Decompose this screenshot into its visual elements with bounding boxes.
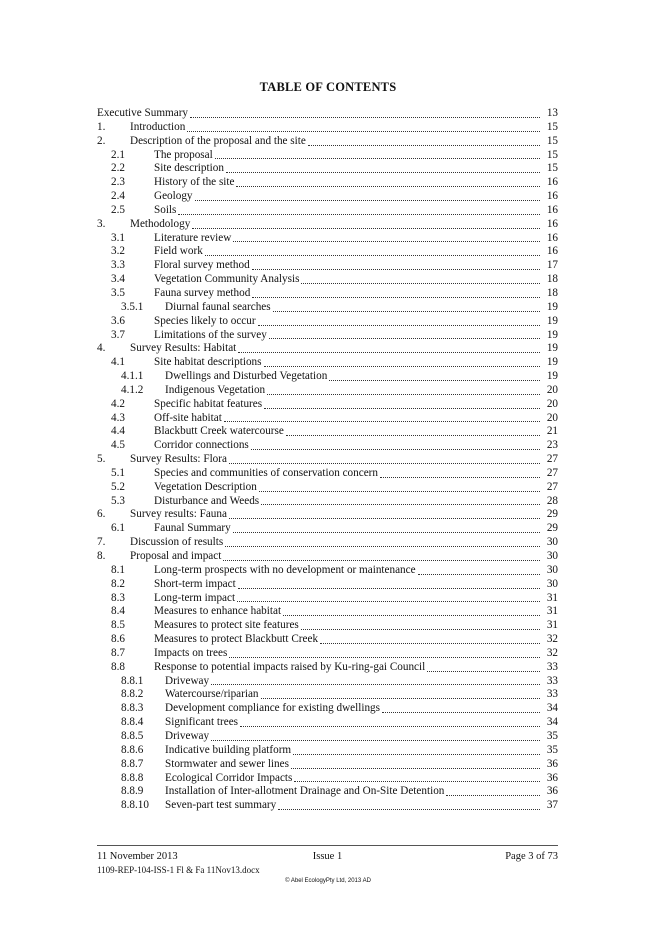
toc-entry-label: Discussion of results	[130, 536, 224, 549]
toc-entry-number: 6.1	[111, 522, 125, 535]
toc-dot-leader	[229, 454, 540, 464]
toc-entry[interactable]	[97, 273, 558, 287]
toc-entry-page: 20	[546, 411, 558, 424]
toc-dot-leader	[264, 399, 540, 409]
toc-entry[interactable]	[97, 453, 558, 467]
toc-entry-page: 27	[546, 453, 558, 466]
toc-dot-leader	[195, 191, 540, 201]
toc-dot-leader	[261, 689, 540, 699]
toc-dot-leader	[259, 482, 540, 492]
toc-entry-label: Response to potential impacts raised by Ku-ring-gai Council	[154, 660, 426, 673]
toc-entry-page: 34	[546, 702, 558, 715]
toc-entry-label: Methodology	[130, 217, 191, 230]
toc-dot-leader	[308, 136, 540, 146]
toc-entry-page: 18	[546, 286, 558, 299]
page-footer	[97, 851, 558, 877]
toc-entry-page: 13	[546, 107, 558, 119]
toc-entry-label: Measures to protect Blackbutt Creek	[154, 633, 319, 646]
toc-entry-page: 36	[546, 757, 558, 770]
toc-entry-number: 8.8.2	[121, 688, 144, 701]
toc-entry-label: Development compliance for existing dwellings	[165, 702, 380, 715]
toc-entry[interactable]	[97, 218, 558, 232]
toc-entry-number: 2.4	[111, 190, 125, 203]
toc-dot-leader	[269, 329, 540, 339]
toc-entry-page: 19	[546, 370, 558, 383]
toc-dot-leader	[283, 606, 540, 616]
toc-entry[interactable]	[97, 481, 558, 495]
toc-entry[interactable]	[97, 245, 558, 259]
toc-entry-number: 8.8.10	[121, 799, 149, 812]
toc-entry-label: Vegetation Description	[154, 480, 257, 493]
toc-entry-number: 8.8.9	[121, 785, 144, 798]
toc-entry-number: 5.3	[111, 494, 125, 507]
toc-entry-number: 5.1	[111, 466, 125, 479]
toc-entry-label: Measures to enhance habitat	[154, 605, 282, 618]
toc-entry[interactable]	[97, 758, 558, 772]
toc-entry-label: Indigenous Vegetation	[165, 383, 266, 396]
toc-entry-label: Field work	[154, 245, 203, 258]
toc-entry-label: Geology	[154, 190, 193, 203]
toc-entry-label: Proposal and impact	[130, 550, 222, 562]
toc-entry-label: Dwellings and Disturbed Vegetation	[165, 370, 328, 383]
toc-entry-label: Site description	[154, 162, 224, 175]
toc-entry[interactable]	[97, 661, 558, 675]
toc-entry-number: 8.8.7	[121, 757, 144, 770]
toc-dot-leader	[187, 122, 540, 132]
toc-entry-page: 37	[546, 799, 558, 812]
toc-dot-leader	[190, 108, 540, 118]
toc-entry-page: 19	[546, 342, 558, 355]
toc-entry-label: Driveway	[165, 674, 210, 687]
toc-entry-label: Fauna survey method	[154, 286, 251, 299]
toc-dot-leader	[286, 426, 540, 436]
toc-entry[interactable]	[97, 259, 558, 273]
toc-entry-page: 29	[546, 522, 558, 535]
toc-entry[interactable]	[97, 398, 558, 412]
toc-entry[interactable]	[97, 370, 558, 384]
toc-entry[interactable]	[97, 522, 558, 536]
toc-entry[interactable]	[97, 287, 558, 301]
toc-dot-leader	[252, 260, 540, 270]
toc-dot-leader	[205, 246, 540, 256]
toc-entry-number: 8.8.3	[121, 702, 144, 715]
toc-dot-leader	[225, 537, 540, 547]
toc-entry-number: 2.2	[111, 162, 125, 175]
toc-dot-leader	[320, 634, 540, 644]
toc-entry-page: 34	[546, 716, 558, 729]
toc-dot-leader	[236, 177, 540, 187]
toc-entry[interactable]	[97, 564, 558, 578]
toc-entry-label: Survey results: Fauna	[130, 508, 227, 521]
toc-entry-number: 3.5.1	[121, 300, 144, 313]
toc-entry[interactable]	[97, 730, 558, 744]
toc-entry-page: 30	[546, 550, 558, 562]
toc-dot-leader	[251, 440, 540, 450]
toc-dot-leader	[252, 288, 540, 298]
toc-entry-page: 27	[546, 466, 558, 479]
toc-entry-page: 18	[546, 273, 558, 286]
toc-entry-label: Ecological Corridor Impacts	[165, 771, 293, 784]
toc-entry-number: 7.	[97, 536, 106, 549]
footer-filename: 1109-REP-104-ISS-1 Fl & Fa 11Nov13.docx	[97, 865, 260, 875]
toc-entry-label: Significant trees	[165, 716, 239, 729]
toc-dot-leader	[427, 662, 540, 672]
toc-entry-page: 16	[546, 190, 558, 203]
toc-entry-page: 16	[546, 231, 558, 244]
toc-entry[interactable]	[97, 329, 558, 343]
toc-entry-page: 35	[546, 729, 558, 742]
toc-entry[interactable]	[97, 592, 558, 606]
toc-entry-page: 15	[546, 162, 558, 175]
toc-entry-number: 8.8.6	[121, 743, 144, 756]
toc-dot-leader	[229, 648, 540, 658]
toc-entry-page: 19	[546, 314, 558, 327]
toc-entry-label: Seven-part test summary	[165, 799, 277, 812]
toc-entry[interactable]	[97, 785, 558, 799]
toc-entry[interactable]	[97, 550, 558, 564]
toc-entry[interactable]	[97, 578, 558, 592]
toc-entry-number: 8.	[97, 550, 106, 562]
toc-entry-number: 8.8.4	[121, 716, 144, 729]
toc-dot-leader	[237, 592, 540, 602]
toc-dot-leader	[418, 565, 540, 575]
toc-entry-label: Faunal Summary	[154, 522, 231, 535]
toc-entry-page: 16	[546, 245, 558, 258]
toc-dot-leader	[178, 205, 540, 215]
toc-entry-number: 2.3	[111, 176, 125, 189]
toc-entry[interactable]	[97, 162, 558, 176]
toc-entry[interactable]	[97, 190, 558, 204]
toc-entry-label: Indicative building platform	[165, 743, 292, 756]
toc-entry-number: 8.8.1	[121, 674, 144, 687]
toc-entry-label: Driveway	[165, 729, 210, 742]
footer-date: 11 November 2013	[97, 851, 178, 862]
toc-entry[interactable]	[97, 439, 558, 453]
toc-entry-label: Site habitat descriptions	[154, 356, 262, 369]
toc-dot-leader	[301, 274, 540, 284]
toc-entry-label: Blackbutt Creek watercourse	[154, 425, 284, 438]
toc-dot-leader	[240, 717, 540, 727]
toc-entry[interactable]	[97, 647, 558, 661]
toc-dot-leader	[238, 343, 540, 353]
toc-entry-page: 33	[546, 688, 558, 701]
toc-entry-page: 20	[546, 383, 558, 396]
toc-entry-page: 33	[546, 674, 558, 687]
toc-entry-number: 3.5	[111, 286, 125, 299]
toc-entry-label: Description of the proposal and the site	[130, 134, 306, 147]
toc-dot-leader	[258, 316, 540, 326]
toc-entry-number: 8.4	[111, 605, 125, 618]
toc-entry-number: 3.1	[111, 231, 125, 244]
toc-entry-page: 17	[546, 259, 558, 272]
toc-entry-number: 6.	[97, 508, 106, 521]
toc-entry-page: 15	[546, 148, 558, 161]
table-of-contents	[97, 107, 558, 813]
toc-dot-leader	[446, 786, 540, 796]
toc-entry-label: Executive Summary	[97, 107, 189, 119]
toc-entry-number: 8.1	[111, 563, 125, 576]
toc-entry-page: 36	[546, 771, 558, 784]
toc-entry-label: Corridor connections	[154, 439, 249, 452]
toc-entry-label: Limitations of the survey	[154, 328, 267, 341]
toc-entry-label: Floral survey method	[154, 259, 250, 272]
toc-dot-leader	[233, 232, 540, 242]
toc-entry-label: Soils	[154, 203, 177, 216]
toc-entry[interactable]	[97, 412, 558, 426]
toc-dot-leader	[264, 357, 540, 367]
toc-entry-number: 4.4	[111, 425, 125, 438]
toc-entry-label: Short-term impact	[154, 577, 236, 590]
toc-entry-page: 19	[546, 328, 558, 341]
toc-dot-leader	[273, 302, 540, 312]
toc-entry-page: 21	[546, 425, 558, 438]
toc-dot-leader	[223, 551, 540, 561]
toc-entry-label: Introduction	[130, 120, 186, 133]
toc-entry-number: 3.4	[111, 273, 125, 286]
toc-entry[interactable]	[97, 149, 558, 163]
toc-entry-number: 4.5	[111, 439, 125, 452]
toc-entry-page: 16	[546, 203, 558, 216]
footer-divider	[97, 845, 558, 846]
toc-dot-leader	[211, 675, 540, 685]
toc-entry-label: Literature review	[154, 231, 232, 244]
toc-entry-page: 30	[546, 577, 558, 590]
toc-entry-label: Specific habitat features	[154, 397, 263, 410]
toc-entry-number: 3.2	[111, 245, 125, 258]
toc-entry-page: 15	[546, 134, 558, 147]
toc-entry-number: 8.6	[111, 633, 125, 646]
toc-entry-number: 2.	[97, 134, 106, 147]
toc-dot-leader	[291, 759, 540, 769]
toc-entry-page: 20	[546, 397, 558, 410]
toc-entry-page: 19	[546, 300, 558, 313]
toc-entry[interactable]	[97, 508, 558, 522]
toc-entry-label: History of the site	[154, 176, 235, 189]
toc-entry-page: 15	[546, 120, 558, 133]
toc-entry-label: Measures to protect site features	[154, 619, 299, 632]
toc-entry-number: 4.1	[111, 356, 125, 369]
toc-entry[interactable]	[97, 315, 558, 329]
toc-entry-number: 8.2	[111, 577, 125, 590]
toc-entry[interactable]	[97, 633, 558, 647]
toc-entry-page: 32	[546, 633, 558, 646]
toc-entry-label: The proposal	[154, 148, 213, 161]
toc-entry-label: Disturbance and Weeds	[154, 494, 260, 507]
toc-entry-label: Survey Results: Habitat	[130, 342, 237, 355]
toc-entry-page: 32	[546, 646, 558, 659]
toc-entry-number: 8.8	[111, 660, 125, 673]
toc-dot-leader	[293, 745, 540, 755]
toc-entry[interactable]	[97, 744, 558, 758]
toc-entry-label: Species likely to occur	[154, 314, 256, 327]
toc-entry[interactable]	[97, 121, 558, 135]
toc-entry-label: Installation of Inter-allotment Drainage and On-Site Detention	[165, 785, 445, 798]
toc-dot-leader	[226, 163, 540, 173]
toc-entry-label: Long-term prospects with no development or maintenance	[154, 563, 416, 576]
toc-entry-number: 4.2	[111, 397, 125, 410]
toc-dot-leader	[233, 523, 540, 533]
toc-entry-label: Stormwater and sewer lines	[165, 757, 289, 770]
toc-entry-number: 5.2	[111, 480, 125, 493]
toc-entry-number: 8.3	[111, 591, 125, 604]
toc-entry-page: 16	[546, 176, 558, 189]
toc-entry-page: 28	[546, 494, 558, 507]
toc-dot-leader	[380, 468, 540, 478]
toc-entry[interactable]	[97, 702, 558, 716]
toc-dot-leader	[224, 412, 540, 422]
toc-entry-page: 31	[546, 605, 558, 618]
toc-entry-page: 36	[546, 785, 558, 798]
toc-entry-number: 4.3	[111, 411, 125, 424]
toc-entry-label: Impacts on trees	[154, 646, 228, 659]
footer-page-number: Page 3 of 73	[505, 851, 558, 862]
toc-entry-number: 4.1.1	[121, 370, 144, 383]
toc-entry[interactable]	[97, 425, 558, 439]
toc-entry[interactable]	[97, 716, 558, 730]
toc-entry[interactable]	[97, 675, 558, 689]
toc-entry-page: 23	[546, 439, 558, 452]
toc-entry-page: 19	[546, 356, 558, 369]
toc-dot-leader	[329, 371, 540, 381]
toc-entry[interactable]	[97, 772, 558, 786]
toc-entry[interactable]	[97, 688, 558, 702]
toc-entry[interactable]	[97, 176, 558, 190]
toc-entry-number: 3.7	[111, 328, 125, 341]
toc-entry-page: 33	[546, 660, 558, 673]
toc-dot-leader	[229, 509, 540, 519]
toc-entry-page: 16	[546, 217, 558, 230]
toc-entry-label: Vegetation Community Analysis	[154, 273, 300, 286]
toc-entry-page: 30	[546, 563, 558, 576]
toc-entry-number: 5.	[97, 453, 106, 466]
footer-issue: Issue 1	[312, 851, 343, 862]
toc-dot-leader	[215, 149, 540, 159]
toc-dot-leader	[382, 703, 540, 713]
toc-dot-leader	[261, 495, 540, 505]
toc-entry-number: 3.6	[111, 314, 125, 327]
toc-entry-number: 8.7	[111, 646, 125, 659]
toc-entry-page: 35	[546, 743, 558, 756]
toc-entry[interactable]	[97, 356, 558, 370]
toc-dot-leader	[211, 731, 540, 741]
toc-entry[interactable]	[97, 301, 558, 315]
toc-entry-number: 3.	[97, 217, 106, 230]
footer-copyright: © Abel EcologyPty Ltd, 2013 AD	[285, 878, 371, 884]
toc-entry[interactable]	[97, 605, 558, 619]
toc-entry-page: 31	[546, 619, 558, 632]
toc-entry-number: 8.8.8	[121, 771, 144, 784]
toc-entry-number: 2.5	[111, 203, 125, 216]
toc-entry-page: 29	[546, 508, 558, 521]
toc-entry-number: 4.1.2	[121, 383, 144, 396]
toc-entry[interactable]	[97, 467, 558, 481]
toc-entry[interactable]	[97, 384, 558, 398]
toc-entry-label: Off-site habitat	[154, 411, 222, 424]
toc-entry-page: 30	[546, 536, 558, 549]
toc-dot-leader	[192, 219, 540, 229]
toc-entry[interactable]	[97, 342, 558, 356]
toc-title: TABLE OF CONTENTS	[259, 80, 397, 94]
toc-entry[interactable]	[97, 204, 558, 218]
toc-entry-page: 31	[546, 591, 558, 604]
toc-entry-label: Diurnal faunal searches	[165, 300, 271, 313]
toc-dot-leader	[238, 579, 540, 589]
toc-entry-label: Survey Results: Flora	[130, 453, 227, 466]
toc-entry-number: 4.	[97, 342, 106, 355]
toc-entry[interactable]	[97, 536, 558, 550]
toc-entry-number: 8.5	[111, 619, 125, 632]
toc-entry[interactable]	[97, 232, 558, 246]
toc-dot-leader	[301, 620, 540, 630]
toc-dot-leader	[267, 385, 540, 395]
toc-entry-label: Long-term impact	[154, 591, 236, 604]
toc-entry[interactable]	[97, 107, 558, 121]
toc-entry-number: 3.3	[111, 259, 125, 272]
toc-dot-leader	[294, 772, 540, 782]
toc-dot-leader	[278, 800, 540, 810]
toc-entry[interactable]	[97, 799, 558, 813]
toc-entry-number: 8.8.5	[121, 729, 144, 742]
toc-entry[interactable]	[97, 619, 558, 633]
toc-entry-label: Watercourse/riparian	[165, 688, 259, 701]
toc-entry[interactable]	[97, 495, 558, 509]
toc-entry-page: 27	[546, 480, 558, 493]
toc-entry-number: 1.	[97, 120, 106, 133]
toc-entry[interactable]	[97, 135, 558, 149]
toc-entry-number: 2.1	[111, 148, 125, 161]
toc-entry-label: Species and communities of conservation concern	[154, 466, 378, 479]
